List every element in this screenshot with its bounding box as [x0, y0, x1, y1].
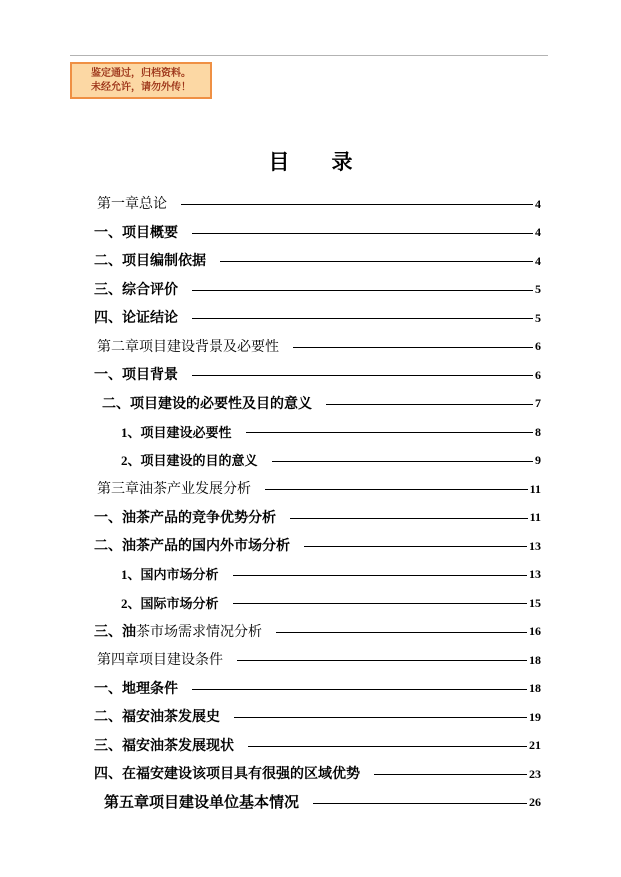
leader-line: [237, 660, 527, 661]
toc-entry-label: [94, 649, 223, 669]
toc-entry[interactable]: [94, 275, 541, 304]
toc-entry[interactable]: [94, 674, 541, 703]
page-number: 8: [535, 424, 541, 439]
leader-line: [220, 261, 533, 262]
page-number: 26: [529, 795, 541, 810]
page-number: 18: [529, 652, 541, 667]
leader-line: [374, 774, 527, 775]
toc-entry-text: 一、地理条件: [94, 681, 178, 697]
toc-entry-label: [94, 791, 299, 812]
leader-line: [192, 290, 533, 291]
toc-entry-text: 四、在福安建设该项目具有很强的区域优势: [94, 767, 360, 783]
toc-entry[interactable]: [94, 417, 541, 446]
page-number: 5: [535, 310, 541, 325]
leader-line: [234, 717, 527, 718]
toc-entry[interactable]: [94, 588, 541, 617]
toc-entry[interactable]: [94, 218, 541, 247]
toc-entry[interactable]: [94, 474, 541, 503]
toc-entry[interactable]: [94, 303, 541, 332]
toc-entry-text: 第五章项目建设单位基本情况: [104, 795, 300, 812]
toc-entry[interactable]: [94, 560, 541, 589]
toc-entry[interactable]: [94, 731, 541, 760]
stamp-line2: 未经允许，请勿外传！: [91, 82, 191, 93]
page-number: 16: [529, 624, 541, 639]
toc-entry[interactable]: [94, 617, 541, 646]
toc-entry[interactable]: [94, 788, 541, 817]
toc-entry[interactable]: [94, 246, 541, 275]
page-number: 23: [529, 766, 541, 781]
toc-entry-text: 1、国内市场分析: [121, 567, 219, 583]
toc-entry[interactable]: [94, 189, 541, 218]
stamp: [70, 62, 212, 99]
toc-entry[interactable]: [94, 531, 541, 560]
toc-entry-label: [94, 307, 178, 327]
toc-entry-label: [94, 250, 206, 270]
toc-entry-label: [94, 593, 219, 612]
toc-entry-label: [94, 336, 279, 356]
toc-entry-label: [94, 422, 232, 441]
page-number: 4: [535, 225, 541, 240]
toc-entry-text: 1、项目建设必要性: [121, 424, 232, 440]
toc-entry-text: 三、综合评价: [94, 282, 178, 298]
toc-entry-text: 茶市场需求情况分析: [136, 624, 262, 640]
page-number: 13: [529, 567, 541, 582]
toc-entry-label: [94, 507, 276, 527]
page-number: 21: [529, 738, 541, 753]
toc-entry-text: 第一章总论: [97, 197, 167, 213]
toc-entry-text: 2、项目建设的目的意义: [121, 453, 258, 469]
toc-entry-text: 三、福安油茶发展现状: [94, 738, 234, 754]
toc-entry-label: [94, 763, 360, 783]
stamp-line1: 鉴定通过，归档资料。: [91, 68, 191, 79]
page-number: 18: [529, 681, 541, 696]
toc-entry-text: 二、福安油茶发展史: [94, 710, 220, 726]
toc-list: [94, 189, 541, 816]
leader-line: [192, 689, 527, 690]
leader-line: [233, 603, 527, 604]
toc-entry-text: 三、油: [94, 624, 136, 640]
page-number: 11: [529, 510, 541, 525]
toc-entry-label: [94, 450, 258, 469]
page-number: 4: [535, 253, 541, 268]
leader-line: [313, 803, 527, 804]
page-number: 9: [535, 453, 541, 468]
page-number: 15: [529, 595, 541, 610]
toc-title: 目 录: [268, 150, 353, 174]
leader-line: [233, 575, 527, 576]
toc-entry[interactable]: [94, 360, 541, 389]
page-number: 6: [535, 367, 541, 382]
toc-entry-label: [94, 393, 312, 413]
toc-entry-label: [94, 621, 262, 641]
toc-entry[interactable]: [94, 645, 541, 674]
toc-entry[interactable]: [94, 702, 541, 731]
page-number: 13: [529, 538, 541, 553]
toc-entry[interactable]: [94, 446, 541, 475]
toc-entry[interactable]: [94, 759, 541, 788]
toc-entry[interactable]: [94, 332, 541, 361]
toc-entry-label: [94, 564, 219, 583]
toc-entry-text: 第三章油茶产业发展分析: [97, 482, 251, 498]
page-number: 5: [535, 282, 541, 297]
toc-entry-text: 二、项目建设的必要性及目的意义: [102, 396, 312, 412]
toc-entry-text: 二、油茶产品的国内外市场分析: [94, 539, 290, 555]
page-number: 6: [535, 339, 541, 354]
page-number: 7: [535, 396, 541, 411]
toc-entry[interactable]: [94, 389, 541, 418]
toc-entry-text: 第二章项目建设背景及必要性: [97, 339, 279, 355]
header-rule: [70, 55, 548, 56]
toc-entry-text: 一、油茶产品的竞争优势分析: [94, 510, 276, 526]
leader-line: [290, 518, 528, 519]
toc-entry-label: [94, 678, 178, 698]
toc-entry-text: 2、国际市场分析: [121, 595, 219, 611]
leader-line: [181, 204, 533, 205]
toc-entry-text: 第四章项目建设条件: [97, 653, 223, 669]
toc-entry-label: [94, 222, 178, 242]
toc-entry[interactable]: [94, 503, 541, 532]
toc-entry-label: [94, 706, 220, 726]
toc-entry-label: [94, 193, 167, 213]
toc-entry-label: [94, 478, 251, 498]
page-number: 19: [529, 709, 541, 724]
toc-entry-label: [94, 364, 178, 384]
toc-entry-text: 一、项目背景: [94, 368, 178, 384]
toc-entry-text: 四、论证结论: [94, 311, 178, 327]
page-number: 4: [535, 196, 541, 211]
toc-entry-label: [94, 279, 178, 299]
toc-entry-label: [94, 735, 234, 755]
leader-line: [192, 318, 533, 319]
page-number: 11: [529, 481, 541, 496]
toc-entry-text: 二、项目编制依据: [94, 254, 206, 270]
toc-entry-text: 一、项目概要: [94, 225, 178, 241]
leader-line: [246, 432, 533, 433]
leader-line: [326, 404, 533, 405]
toc-entry-label: [94, 535, 290, 555]
leader-line: [192, 375, 533, 376]
leader-line: [276, 632, 527, 633]
leader-line: [293, 347, 533, 348]
leader-line: [272, 461, 533, 462]
leader-line: [192, 233, 533, 234]
leader-line: [248, 746, 527, 747]
leader-line: [304, 546, 527, 547]
leader-line: [265, 489, 528, 490]
